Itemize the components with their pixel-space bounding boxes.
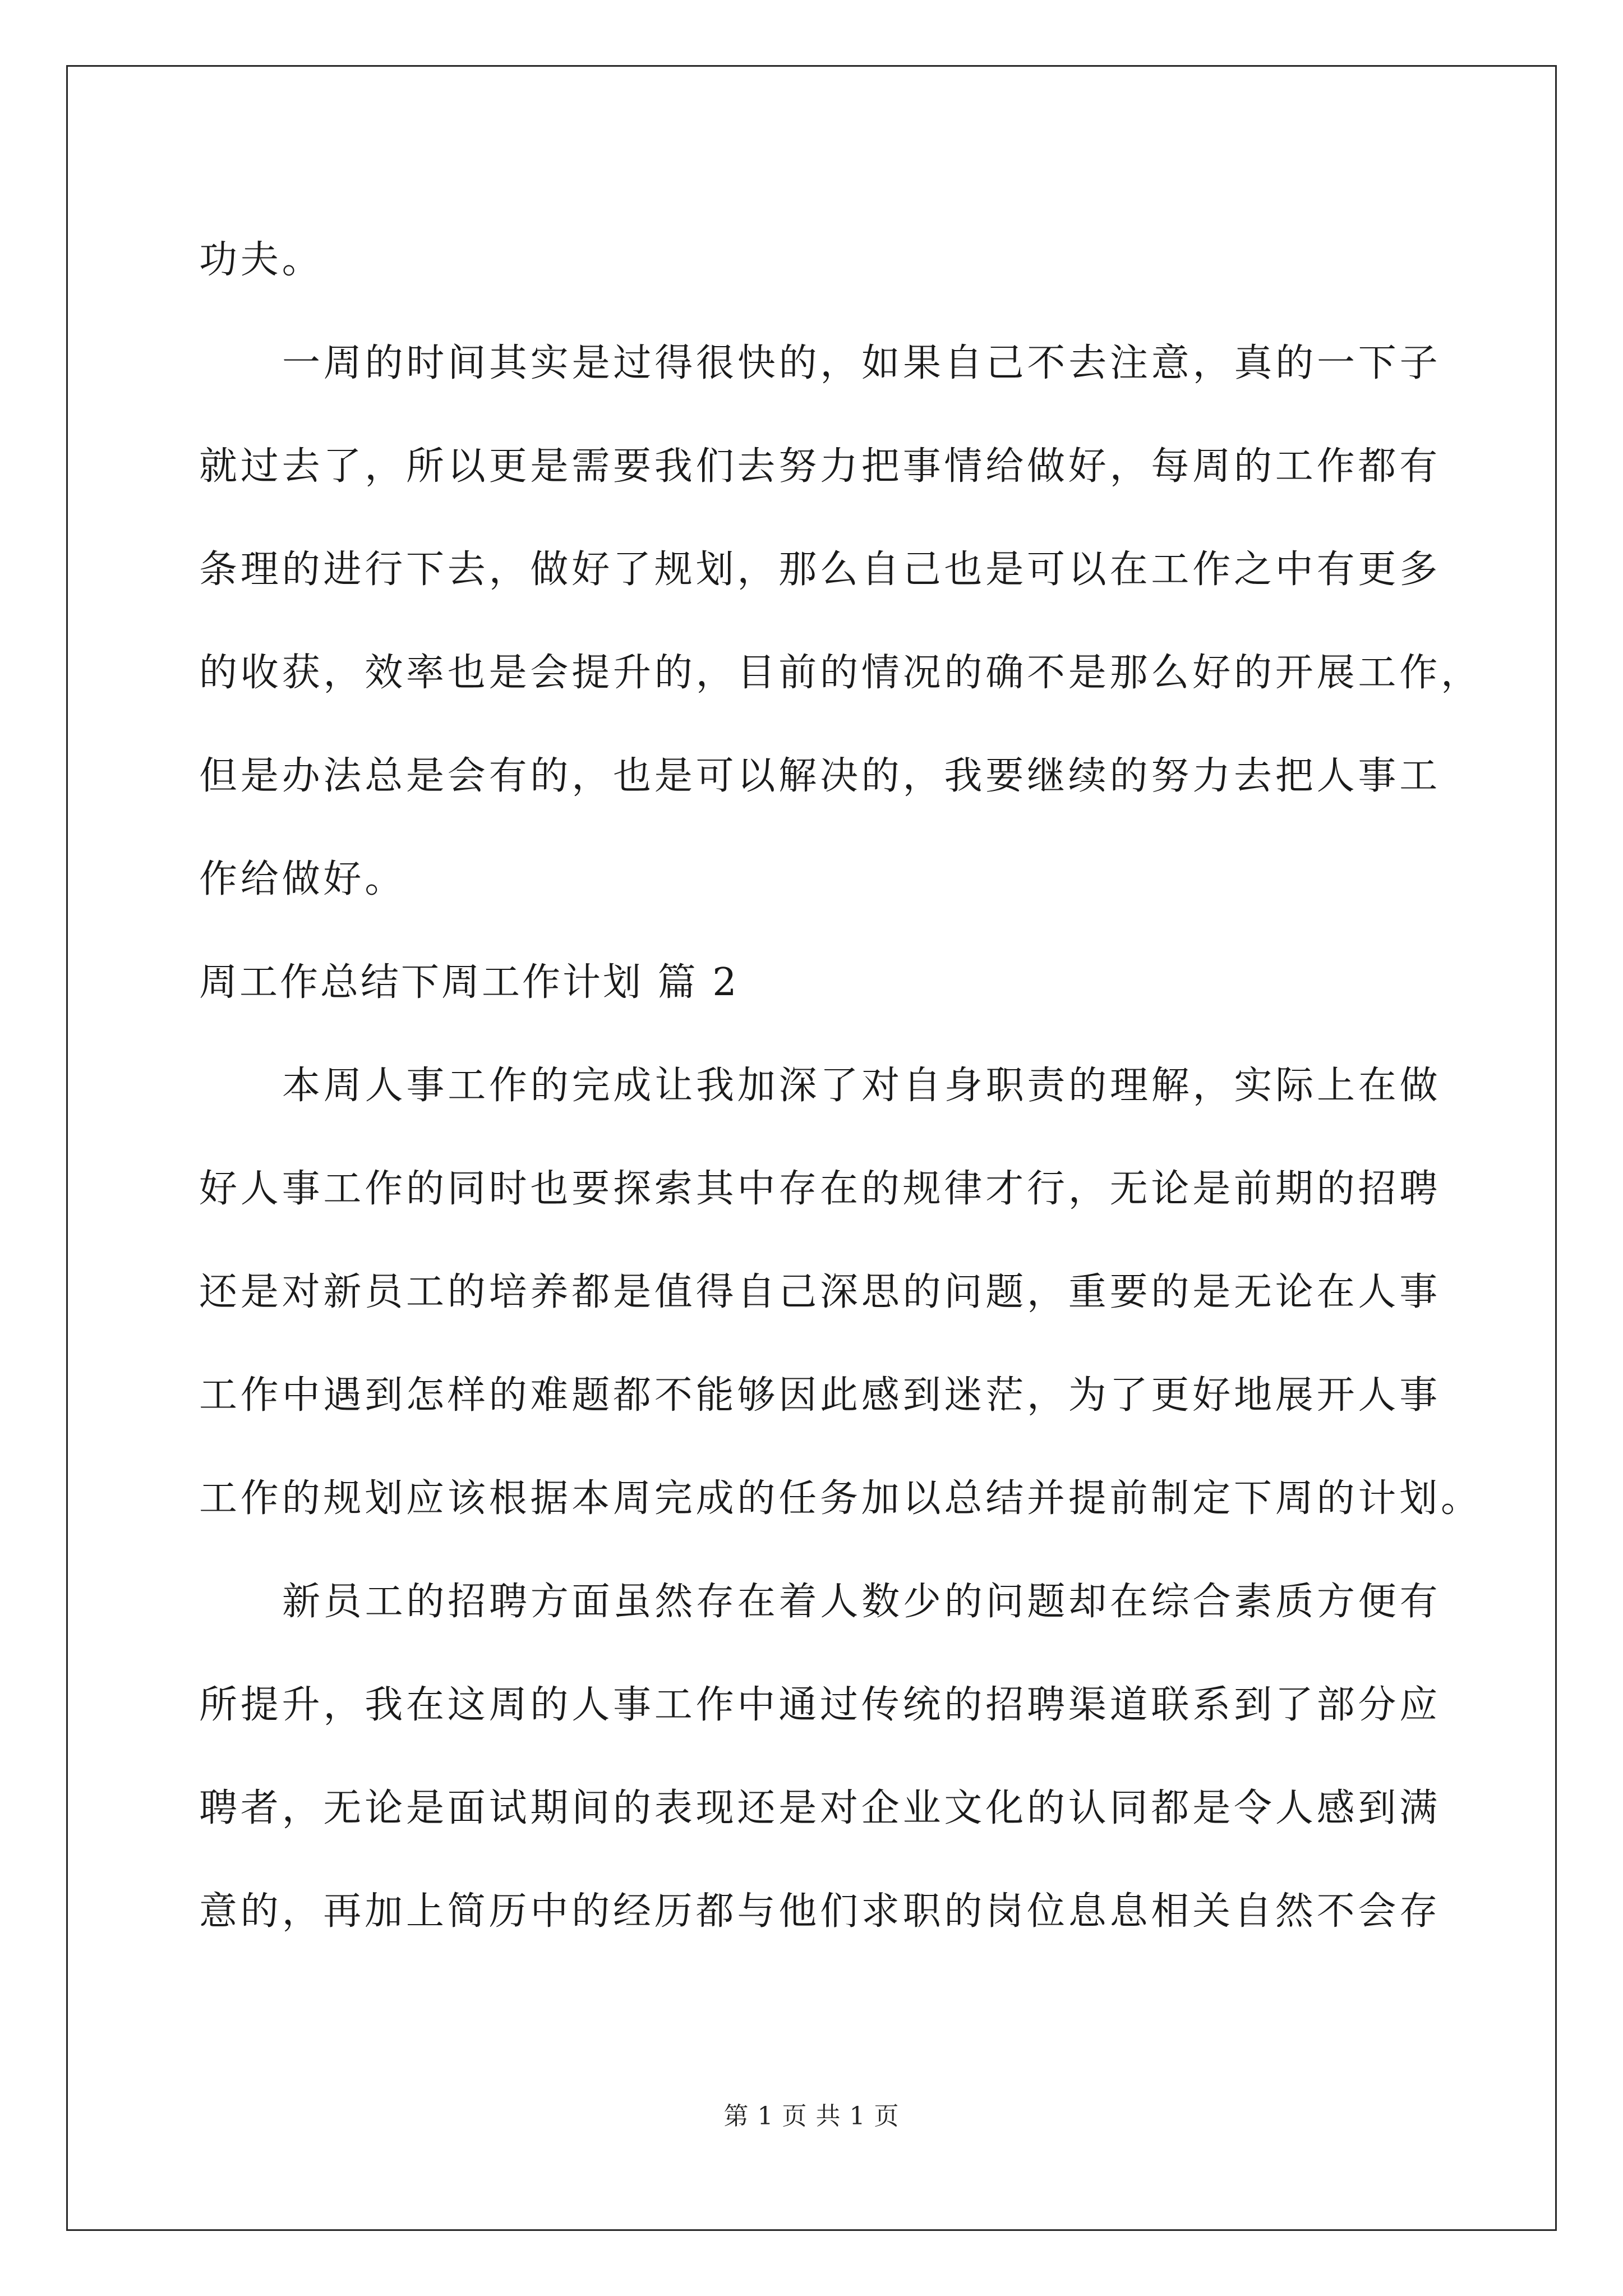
text-line: 的收获，效率也是会提升的，目前的情况的确不是那么好的开展工作， (199, 651, 1482, 695)
text-line: 本周人事工作的完成让我加深了对自身职责的理解，实际上在做 (282, 1064, 1441, 1108)
document-body (199, 209, 1482, 1963)
text-line: 但是办法总是会有的，也是可以解决的，我要继续的努力去把人事工 (199, 754, 1441, 798)
text-line: 所提升，我在这周的人事工作中通过传统的招聘渠道联系到了部分应 (199, 1683, 1441, 1727)
text-line: 意的，再加上简历中的经历都与他们求职的岗位息息相关自然不会存 (199, 1889, 1441, 1934)
text-line: 功夫。 (199, 238, 324, 282)
text-line: 工作中遇到怎样的难题都不能够因此感到迷茫，为了更好地展开人事 (199, 1373, 1441, 1418)
text-line: 工作的规划应该根据本周完成的任务加以总结并提前制定下周的计划。 (199, 1476, 1482, 1521)
text-line: 聘者，无论是面试期间的表现还是对企业文化的认同都是令人感到满 (199, 1786, 1441, 1830)
text-line: 条理的进行下去，做好了规划，那么自己也是可以在工作之中有更多 (199, 547, 1441, 592)
text-line: 好人事工作的同时也要探索其中存在的规律才行，无论是前期的招聘 (199, 1167, 1441, 1211)
text-line: 作给做好。 (199, 857, 407, 901)
page-number-footer: 第 1 页 共 1 页 (723, 2102, 900, 2131)
text-line: 新员工的招聘方面虽然存在着人数少的问题却在综合素质方便有 (282, 1580, 1441, 1624)
text-line: 就过去了，所以更是需要我们去努力把事情给做好，每周的工作都有 (199, 444, 1441, 489)
text-line: 还是对新员工的培养都是值得自己深思的问题，重要的是无论在人事 (199, 1270, 1441, 1314)
text-line: 一周的时间其实是过得很快的，如果自己不去注意，真的一下子 (282, 341, 1441, 385)
section-heading: 周工作总结下周工作计划 篇 2 (199, 960, 739, 1005)
